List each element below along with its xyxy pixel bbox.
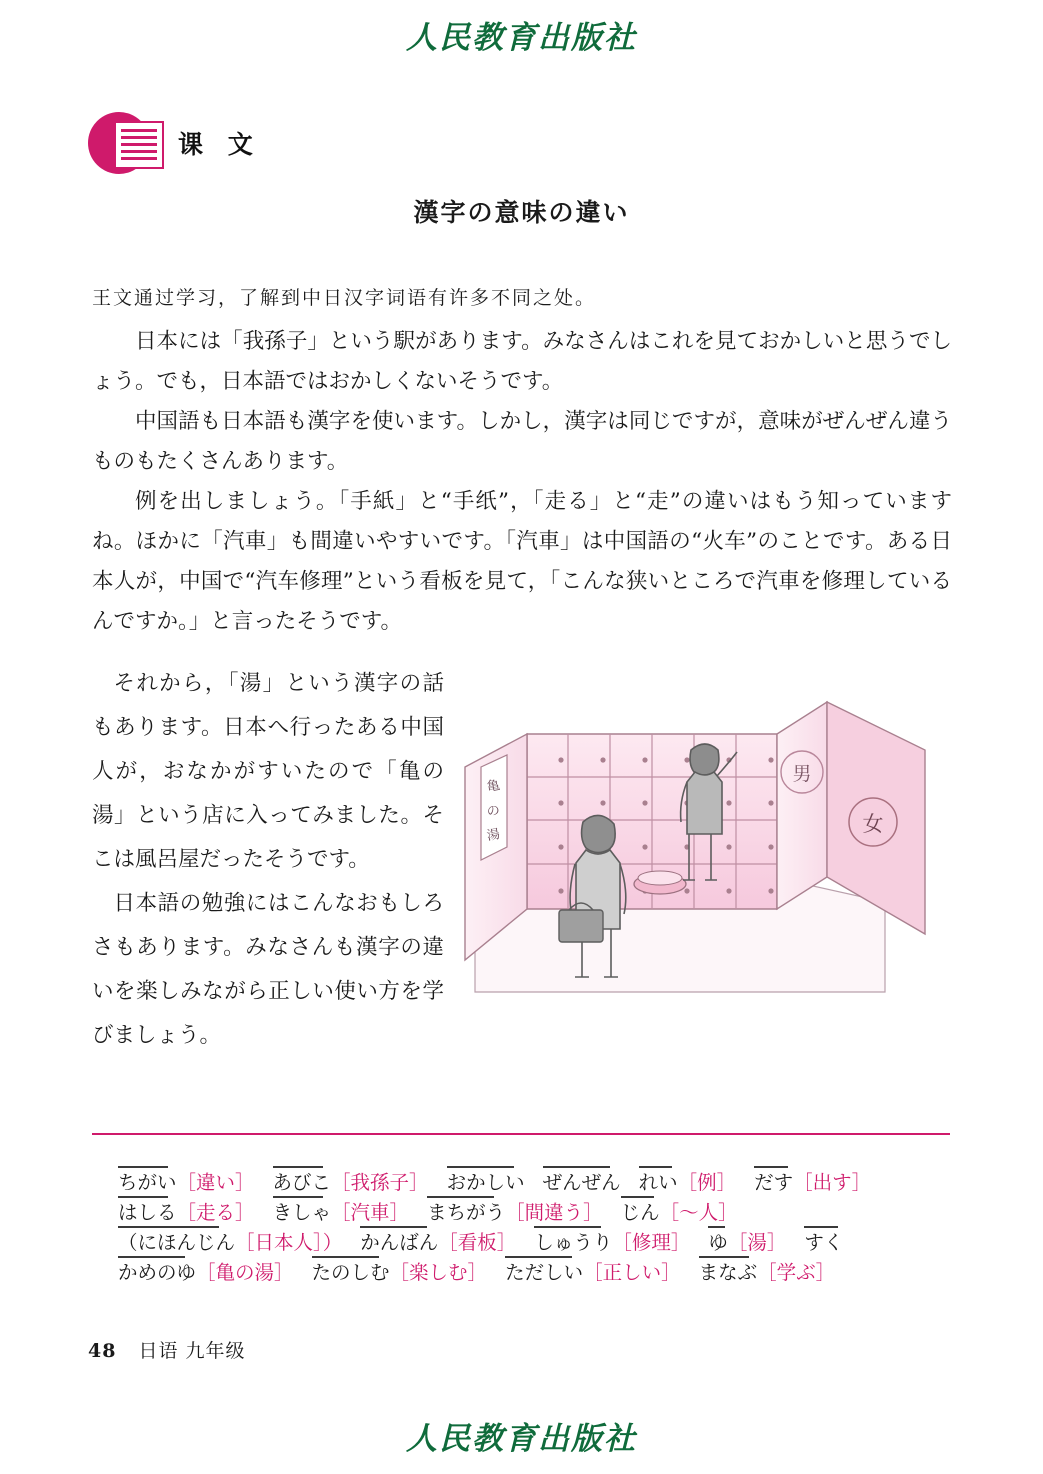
vocabulary-item: だす［出す］ (754, 1168, 871, 1198)
vocabulary-item: まなぶ［学ぶ］ (699, 1258, 836, 1288)
publisher-mark-top: 人民教育出版社 (406, 20, 637, 56)
vocabulary-item: かんばん［看板］ (360, 1228, 516, 1258)
section-heading (88, 112, 261, 174)
paragraph: それから，「湯」という漢字の話もあります。日本へ行ったある中国人が，おなかがすいたので「亀の湯」という店に入ってみました。そこは風呂屋だったそうです。 (92, 671, 444, 872)
paragraph: 例を出しましょう。「手紙」と“手纸”，「走る」と“走”の違いはもう知っていますね。ほかに「汽車」も間違いやすいです。「汽車」は中国語の“火车”のことです。ある日本人が，中国で“汽车修理”という看板を見て，「こんな狭いところで汽車を修理しているんですか。」と言ったそうです。 (92, 489, 952, 634)
publisher-mark-bottom: 人民教育出版社 (406, 1421, 637, 1457)
paragraph: 日本語の勉強にはこんなおもしろさもあります。みなさんも漢字の違いを楽しみながら正しい使い方を学びましょう。 (92, 891, 444, 1048)
vocabulary-item: まちがう［間違う］ (427, 1198, 603, 1228)
vocabulary-item: きしゃ［汽車］ (273, 1198, 410, 1228)
vocabulary-item: すく (804, 1228, 843, 1258)
svg-text:女: 女 (862, 812, 884, 836)
vocabulary-item: はしる［走る］ (118, 1198, 255, 1228)
book-title: 日语 九年级 (138, 1340, 246, 1362)
svg-text:亀: 亀 (485, 778, 502, 796)
paragraph: 中国語も日本語も漢字を使います。しかし，漢字は同じですが，意味がぜんぜん違うものもたくさんあります。 (92, 409, 952, 474)
vocabulary-item: おかしい (447, 1168, 525, 1198)
vocabulary-item: れい［例］ (639, 1168, 737, 1198)
section-divider (92, 1133, 950, 1135)
svg-text:男: 男 (792, 763, 812, 785)
vocabulary-row (118, 1168, 948, 1198)
page-footer (88, 1336, 246, 1363)
lesson-body-wrapped (92, 662, 444, 1058)
lesson-text-icon (88, 112, 164, 174)
bathhouse-lockers-illustration (455, 672, 947, 1012)
paragraph: 日本には「我孫子」という駅があります。みなさんはこれを見ておかしいと思うでしょう。でも，日本語ではおかしくないそうです。 (92, 329, 952, 394)
vocabulary-item: じん［〜人］ (621, 1198, 738, 1228)
vocabulary-item: ゆ［湯］ (708, 1228, 786, 1258)
vocabulary-list (118, 1168, 948, 1288)
page-number: 48 (88, 1340, 117, 1362)
vocabulary-item: ちがい［違い］ (118, 1168, 255, 1198)
lesson-body (92, 322, 952, 642)
vocabulary-row (118, 1258, 948, 1288)
section-label: 课 文 (178, 130, 261, 159)
vocabulary-item: ただしい［正しい］ (505, 1258, 681, 1288)
svg-text:湯: 湯 (485, 827, 502, 845)
vocabulary-item: あびこ［我孫子］ (273, 1168, 429, 1198)
vocabulary-item: ぜんぜん (543, 1168, 621, 1198)
vocabulary-item: しゅうり［修理］ (534, 1228, 690, 1258)
lesson-intro: 王文通过学习，了解到中日汉字词语有许多不同之处。 (92, 287, 597, 309)
vocabulary-row (118, 1228, 948, 1258)
vocabulary-item: （にほんじん［日本人］） (118, 1228, 342, 1258)
lesson-title: 漢字の意味の違い (413, 198, 630, 227)
svg-text:の: の (485, 803, 502, 821)
vocabulary-item: かめのゆ［亀の湯］ (118, 1258, 294, 1288)
vocabulary-item: たのしむ［楽しむ］ (312, 1258, 488, 1288)
vocabulary-row (118, 1198, 948, 1228)
